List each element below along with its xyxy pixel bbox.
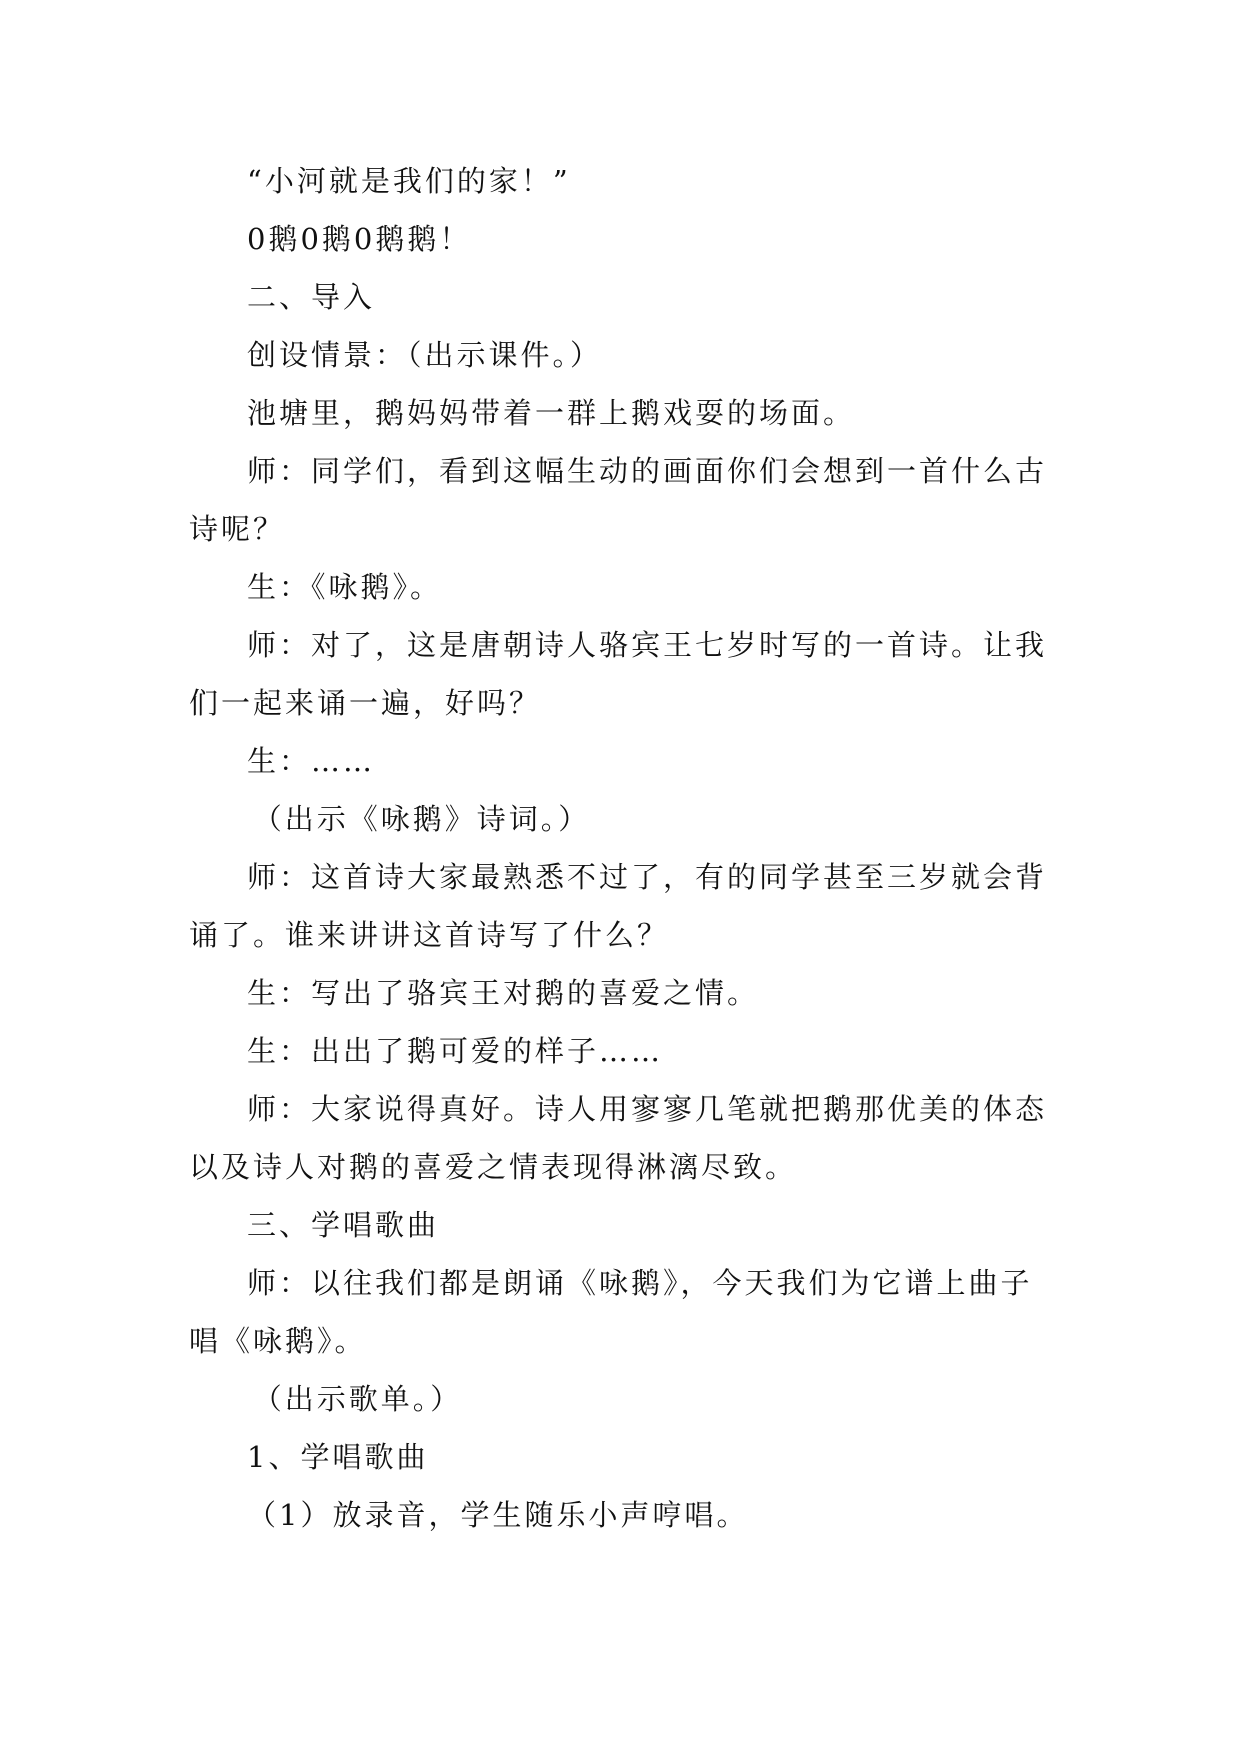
paragraph-student-answer: 生：《咏鹅》。 <box>247 570 443 604</box>
paragraph-teacher-praise: 师：大家说得真好。诗人用寥寥几笔就把鹅那优美的体态以及诗人对鹅的喜爱之情表现得淋漓尽致。 <box>189 1092 1048 1184</box>
document-body <box>189 152 1059 1544</box>
paragraph-teacher-question: 师：同学们，看到这幅生动的画面你们会想到一首什么古诗呢？ <box>189 454 1048 546</box>
paragraph-play-recording: （1）放录音，学生随乐小声哼唱。 <box>247 1498 749 1532</box>
subheading-learn-song: 1、学唱歌曲 <box>247 1440 429 1474</box>
paragraph-show-song-sheet: （出示歌单。） <box>252 1382 463 1416</box>
paragraph-scene-setup: 创设情景：（出示课件。） <box>247 338 603 372</box>
paragraph-quote: “小河就是我们的家！” <box>247 164 571 198</box>
section-heading-intro: 二、导入 <box>247 280 376 314</box>
paragraph-pond-scene: 池塘里，鹅妈妈带着一群上鹅戏耍的场面。 <box>247 396 856 430</box>
paragraph-teacher-poet: 师：对了，这是唐朝诗人骆宾王七岁时写的一首诗。让我们一起来诵一遍，好吗？ <box>189 628 1048 720</box>
paragraph-goose-call: 0鹅0鹅0鹅鹅！ <box>247 222 472 256</box>
section-heading-song: 三、学唱歌曲 <box>247 1208 440 1242</box>
paragraph-teacher-familiar: 师：这首诗大家最熟悉不过了，有的同学甚至三岁就会背诵了。谁来讲讲这首诗写了什么？ <box>189 860 1048 952</box>
paragraph-show-poem: （出示《咏鹅》诗词。） <box>252 802 591 836</box>
paragraph-teacher-song: 师：以往我们都是朗诵《咏鹅》，今天我们为它谱上曲子唱《咏鹅》。 <box>189 1266 1033 1358</box>
paragraph-student-cute: 生：出出了鹅可爱的样子…… <box>247 1034 664 1068</box>
paragraph-student-love: 生：写出了骆宾王对鹅的喜爱之情。 <box>247 976 760 1010</box>
paragraph-student-recite: 生：…… <box>247 744 376 778</box>
